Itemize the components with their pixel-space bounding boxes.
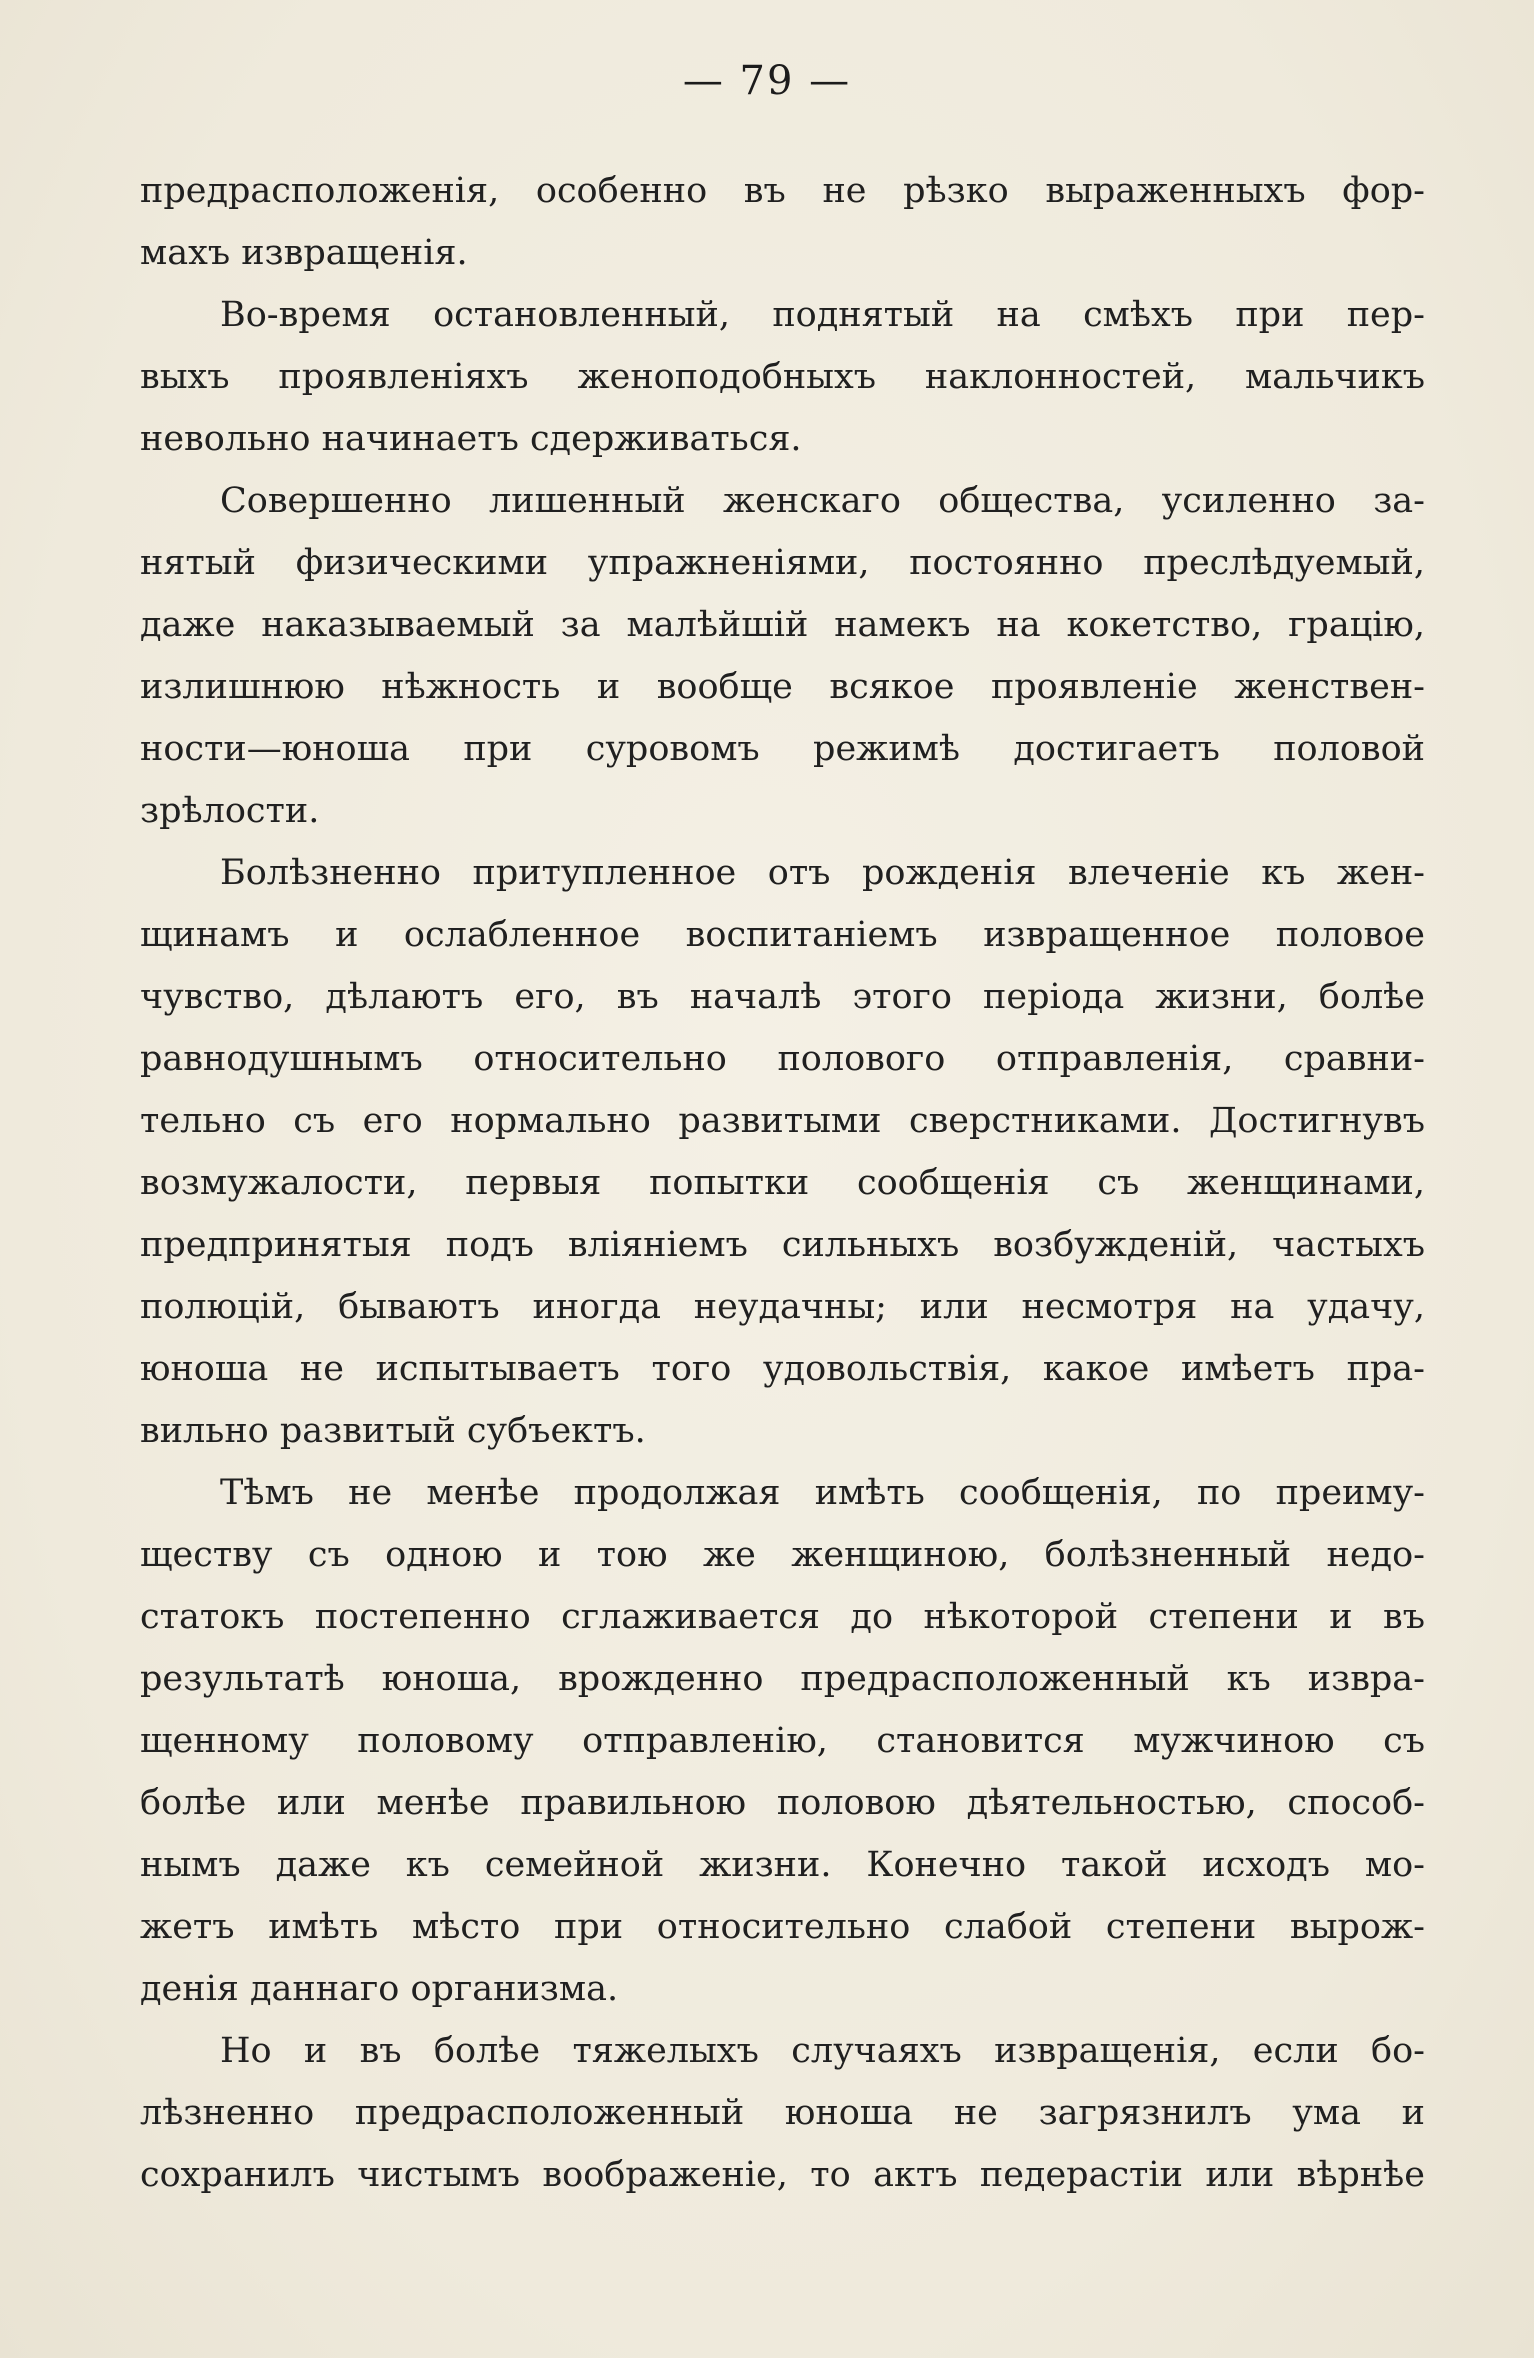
text-line: выхъ проявленіяхъ женоподобныхъ наклонностей, мальчикъ [140, 357, 1425, 397]
text-line: денія даннаго организма. [140, 1969, 619, 2009]
text-line: жетъ имѣть мѣсто при относительно слабой степени вырож- [140, 1907, 1425, 1947]
paragraph-6 [140, 2020, 1425, 2206]
text-line: ности—юноша при суровомъ режимѣ достигаетъ половой [140, 729, 1425, 769]
paragraph-4 [140, 842, 1425, 1462]
text-line: Совершенно лишенный женскаго общества, усиленно за- [220, 481, 1425, 521]
text-line: нымъ даже къ семейной жизни. Конечно такой исходъ мо- [140, 1845, 1425, 1885]
text-line: махъ извращенія. [140, 233, 468, 273]
text-line: тельно съ его нормально развитыми сверстниками. Достигнувъ [140, 1101, 1425, 1141]
paragraph-5 [140, 1462, 1425, 2020]
body-text [140, 160, 1425, 2206]
text-line: излишнюю нѣжность и вообще всякое проявленіе женствен- [140, 667, 1425, 707]
text-line: результатѣ юноша, врожденно предрасположенный къ извра- [140, 1659, 1425, 1699]
text-line: предпринятыя подъ вліяніемъ сильныхъ возбужденій, частыхъ [140, 1225, 1425, 1265]
text-line: Но и въ болѣе тяжелыхъ случаяхъ извращенія, если бо- [220, 2031, 1425, 2071]
text-line: даже наказываемый за малѣйшій намекъ на кокетство, грацію, [140, 605, 1425, 645]
text-line: невольно начинаетъ сдерживаться. [140, 419, 802, 459]
text-line: Тѣмъ не менѣе продолжая имѣть сообщенія, по преиму- [220, 1473, 1425, 1513]
text-line: предрасположенія, особенно въ не рѣзко выраженныхъ фор- [140, 171, 1425, 211]
paragraph-3 [140, 470, 1425, 842]
paragraph-1 [140, 160, 1425, 284]
text-line: щенному половому отправленію, становится мужчиною съ [140, 1721, 1425, 1761]
text-line: Во-время остановленный, поднятый на смѣхъ при пер- [220, 295, 1425, 335]
page-number: — 79 — [682, 58, 852, 104]
text-line: ществу съ одною и тою же женщиною, болѣзненный недо- [140, 1535, 1425, 1575]
text-line: нятый физическими упражненіями, постоянно преслѣдуемый, [140, 543, 1425, 583]
text-line: чувство, дѣлаютъ его, въ началѣ этого періода жизни, болѣе [140, 977, 1425, 1017]
text-line: болѣе или менѣе правильною половою дѣятельностью, способ- [140, 1783, 1425, 1823]
text-line: сохранилъ чистымъ воображеніе, то актъ педерастіи или вѣрнѣе [140, 2155, 1425, 2195]
text-line: лѣзненно предрасположенный юноша не загрязнилъ ума и [140, 2093, 1425, 2133]
text-line: равнодушнымъ относительно полового отправленія, сравни- [140, 1039, 1425, 1079]
paragraph-2 [140, 284, 1425, 470]
text-line: зрѣлости. [140, 791, 320, 831]
text-line: полюцій, бываютъ иногда неудачны; или несмотря на удачу, [140, 1287, 1425, 1327]
text-line: юноша не испытываетъ того удовольствія, какое имѣетъ пра- [140, 1349, 1425, 1389]
text-line: возмужалости, первыя попытки сообщенія съ женщинами, [140, 1163, 1425, 1203]
text-line: щинамъ и ослабленное воспитаніемъ извращенное половое [140, 915, 1425, 955]
text-line: Болѣзненно притупленное отъ рожденія влеченіе къ жен- [220, 853, 1425, 893]
text-line: вильно развитый субъектъ. [140, 1411, 646, 1451]
text-line: статокъ постепенно сглаживается до нѣкоторой степени и въ [140, 1597, 1425, 1637]
